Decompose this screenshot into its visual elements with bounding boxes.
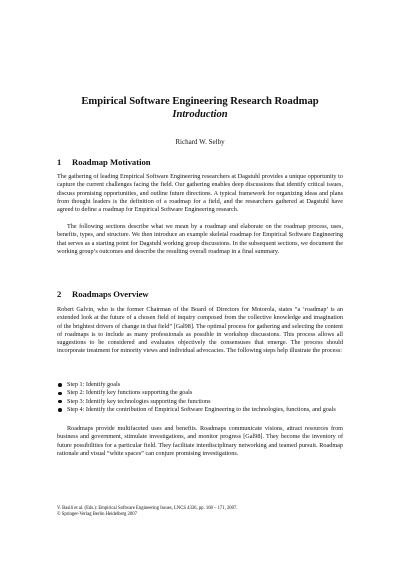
section-title: Roadmaps Overview [72,289,149,299]
section-1-paragraph-2: The following sections describe what we mean by a roadmap and elaborate on the roadmap process, uses, benefits, types, and structure. We then introduce an example skeletal roadmap for Empirical Software Engineering that serves as a starting point for Dagstuhl working group discussions. In the subsequent sections, we document the working group’s outcomes and describe the resulting overall roadmap in a final summary. [57,223,343,255]
page-footnote [57,506,343,519]
section-1-paragraph-1: The gathering of leading Empirical Software Engineering researchers at Dagstuhl provides a unique opportunity to capture the current challenges facing the field. Our gathering enables deep discussions that identify critical issues, discuss promising opportunities, and outline future directions. A typical framework for organizing ideas and plans from thought leaders is the definition of a roadmap for a field, and the researchers gathered at Dagstuhl have agreed to define a roadmap for Empirical Software Engineering research. [57,173,343,214]
section-heading-roadmap-motivation [57,157,343,168]
paper-subtitle: Introduction [172,109,228,120]
process-steps-list [57,381,343,414]
list-item: Step 1: Identify goals [57,381,343,389]
section-2-paragraph-1: Robert Galvin, who is the former Chairman of the Board of Directors for Motorola, states “a ‘roadmap’ is an extended look at the future of a chosen field of inquiry composed from the collective knowledge and imagination of the brightest drivers of change in that field” [Gal98]. The optimal process for gathering and selecting the content of roadmaps is to include as many professionals as possible in workshop discussions. This process allows all suggestions to be considered and evaluates objectively the consensuses that emerge. The process should incorporate treatment for minority views and individual advocacies. The following steps help illustrate the process: [57,306,343,355]
section-number: 2 [57,289,62,299]
list-item: Step 3: Identify key technologies supporting the functions [57,398,343,406]
footnote-citation: V. Basili et al. (Eds.): Empirical Software Engineering Issues, LNCS 4336, pp. 168 – 171, 2007. [57,506,238,511]
paper-title: Empirical Software Engineering Research Roadmap [81,96,319,107]
footnote-copyright: © Springer-Verlag Berlin Heidelberg 2007 [57,512,137,518]
list-item: Step 2: Identify key functions supporting the goals [57,389,343,397]
paper-author: Richard W. Selby [175,138,225,146]
section-heading-roadmaps-overview [57,289,343,300]
list-item: Step 4: Identify the contribution of Empirical Software Engineering to the technologies, functions, and goals [57,406,343,414]
section-2-paragraph-2: Roadmaps provide multifaceted uses and benefits. Roadmaps communicate visions, attract resources from business and government, stimulate investigations, and monitor progress [Gal98]. They become the inventory of future possibilities for a particular field. They facilitate interdisciplinary networking and teamed pursuit. Roadmap rationale and visual “white spaces” can conjure promising investigations. [57,425,343,457]
section-number: 1 [57,157,62,167]
section-title: Roadmap Motivation [72,157,151,167]
